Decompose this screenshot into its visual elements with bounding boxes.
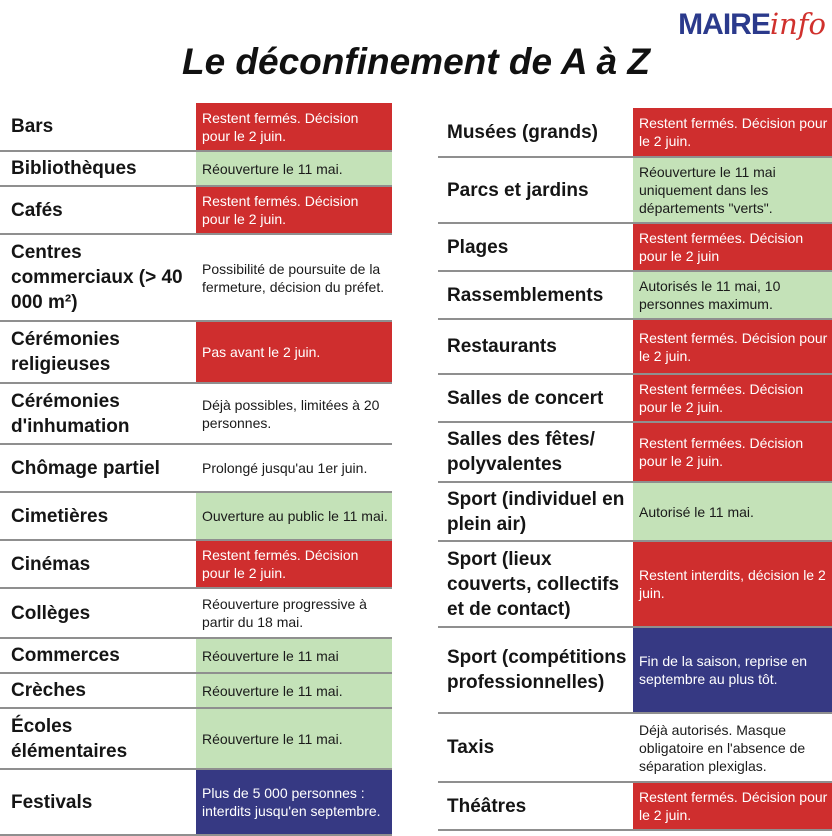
row-value-text: Ouverture au public le 11 mai. [202, 508, 388, 524]
table-row [438, 542, 832, 628]
row-value [633, 423, 832, 481]
row-value [196, 152, 392, 185]
table-row [0, 445, 392, 493]
row-label: Théâtres [447, 795, 527, 817]
row-value-text: Prolongé jusqu'au 1er juin. [202, 460, 368, 476]
row-value-text: Réouverture le 11 mai. [202, 730, 343, 747]
row-value-text: Réouverture le 11 mai. [202, 160, 343, 177]
row-label: Cérémonies religieuses [11, 329, 120, 375]
table-row [438, 628, 832, 714]
table-row [0, 322, 392, 384]
row-value [633, 375, 832, 421]
row-label: Cimetières [11, 505, 109, 527]
row-value [196, 187, 392, 233]
row-value [633, 272, 832, 318]
row-value-text: Autorisés le 11 mai, 10 personnes maximum. [639, 278, 781, 312]
row-label: Musées (grands) [447, 121, 598, 143]
row-label: Cérémonies d'inhumation [11, 390, 130, 437]
row-value-text: Autorisé le 11 mai. [639, 503, 754, 520]
row-value [196, 674, 392, 707]
row-value [633, 158, 832, 222]
row-value [196, 709, 392, 768]
row-value-text: Restent fermés. Décision pour le 2 juin. [202, 193, 359, 227]
row-value-text: Déjà autorisés. Masque obligatoire en l'absence de séparation plexiglas. [639, 721, 806, 774]
row-value-text: Réouverture le 11 mai [202, 647, 339, 664]
row-label: Commerces [11, 645, 120, 666]
table-row [0, 103, 392, 152]
row-value-text: Déjà possibles, limitées à 20 personnes. [202, 396, 380, 431]
row-value [196, 639, 392, 672]
row-value [633, 320, 832, 373]
row-value-text: Restent fermés. Décision pour le 2 juin. [202, 109, 359, 144]
row-value [633, 483, 832, 540]
row-value-text: Réouverture le 11 mai uniquement dans les départements "verts". [639, 164, 776, 216]
table-row [0, 589, 392, 639]
table-row [438, 375, 832, 423]
row-label: Restaurants [447, 336, 557, 357]
row-label: Taxis [447, 737, 495, 758]
row-label: Collèges [11, 602, 91, 624]
row-value-text: Fin de la saison, reprise en septembre au plus tôt. [639, 653, 808, 687]
row-value [633, 224, 832, 270]
row-value-text: Restent fermés. Décision pour le 2 juin. [639, 115, 828, 149]
row-value [633, 542, 832, 626]
row-value [196, 384, 392, 443]
row-value [196, 235, 392, 320]
row-label: Sport (lieux couverts, collectifs et de contact) [447, 548, 620, 620]
table-row [0, 541, 392, 589]
row-value [633, 628, 832, 712]
row-label: Plages [447, 236, 509, 258]
row-label: Parcs et jardins [447, 179, 589, 201]
row-label: Salles de concert [447, 387, 604, 409]
row-label: Bibliothèques [11, 158, 137, 179]
row-value-text: Restent fermées. Décision pour le 2 juin [639, 230, 804, 264]
table-row [0, 493, 392, 541]
row-value [196, 493, 392, 539]
row-value-text: Restent fermées. Décision pour le 2 juin. [639, 381, 804, 415]
row-label: Bars [11, 116, 54, 137]
row-value [633, 108, 832, 156]
row-label: Écoles élémentaires [11, 715, 128, 762]
table-row [0, 152, 392, 187]
table-row [0, 674, 392, 709]
table-row [438, 783, 832, 831]
row-value [633, 783, 832, 829]
row-value [196, 103, 392, 150]
row-value-text: Pas avant le 2 juin. [202, 344, 321, 360]
table-row [438, 158, 832, 224]
row-label: Rassemblements [447, 284, 604, 306]
table-row [438, 108, 832, 158]
row-value-text: Réouverture progressive à partir du 18 mai. [202, 596, 367, 630]
row-value-text: Plus de 5 000 personnes : interdits jusqu'en septembre. [202, 785, 381, 819]
table-row [438, 483, 832, 542]
row-label: Cinémas [11, 553, 91, 575]
logo-part-info: info [769, 7, 826, 41]
page-title: Le déconfinement de A à Z [181, 41, 651, 82]
table-row [0, 187, 392, 235]
table-row [0, 770, 392, 836]
table-row [438, 714, 832, 783]
table-row [0, 384, 392, 445]
table-row [438, 272, 832, 320]
table-row [0, 709, 392, 770]
row-value-text: Restent fermés. Décision pour le 2 juin. [639, 329, 828, 364]
row-value-text: Restent fermés. Décision pour le 2 juin. [639, 789, 828, 823]
row-label: Cafés [11, 199, 63, 221]
row-label: Sport (individuel en plein air) [447, 488, 625, 535]
row-label: Salles des fêtes/ polyvalentes [447, 429, 595, 475]
row-value-text: Restent fermées. Décision pour le 2 juin. [639, 435, 804, 469]
row-label: Festivals [11, 791, 93, 813]
logo-part-maire: MAIRE [678, 8, 770, 41]
row-value [196, 322, 392, 382]
table-row [0, 235, 392, 322]
row-value [196, 589, 392, 637]
row-label: Sport (compétitions professionnelles) [447, 647, 627, 693]
row-value-text: Possibilité de poursuite de la fermeture, décision du préfet. [202, 260, 385, 295]
right-column [438, 108, 832, 831]
row-label: Centres commerciaux (> 40 000 m²) [11, 242, 183, 313]
row-value [196, 541, 392, 587]
row-label: Chômage partiel [11, 457, 160, 479]
row-label: Crèches [11, 680, 86, 701]
row-value-text: Réouverture le 11 mai. [202, 682, 343, 699]
left-column [0, 103, 392, 836]
row-value [633, 714, 832, 781]
table-row [438, 224, 832, 272]
row-value [196, 445, 392, 491]
row-value-text: Restent fermés. Décision pour le 2 juin. [202, 547, 359, 581]
row-value-text: Restent interdits, décision le 2 juin. [639, 567, 826, 601]
table-row [438, 320, 832, 375]
table-row [0, 639, 392, 674]
row-value [196, 770, 392, 834]
table-row [438, 423, 832, 483]
